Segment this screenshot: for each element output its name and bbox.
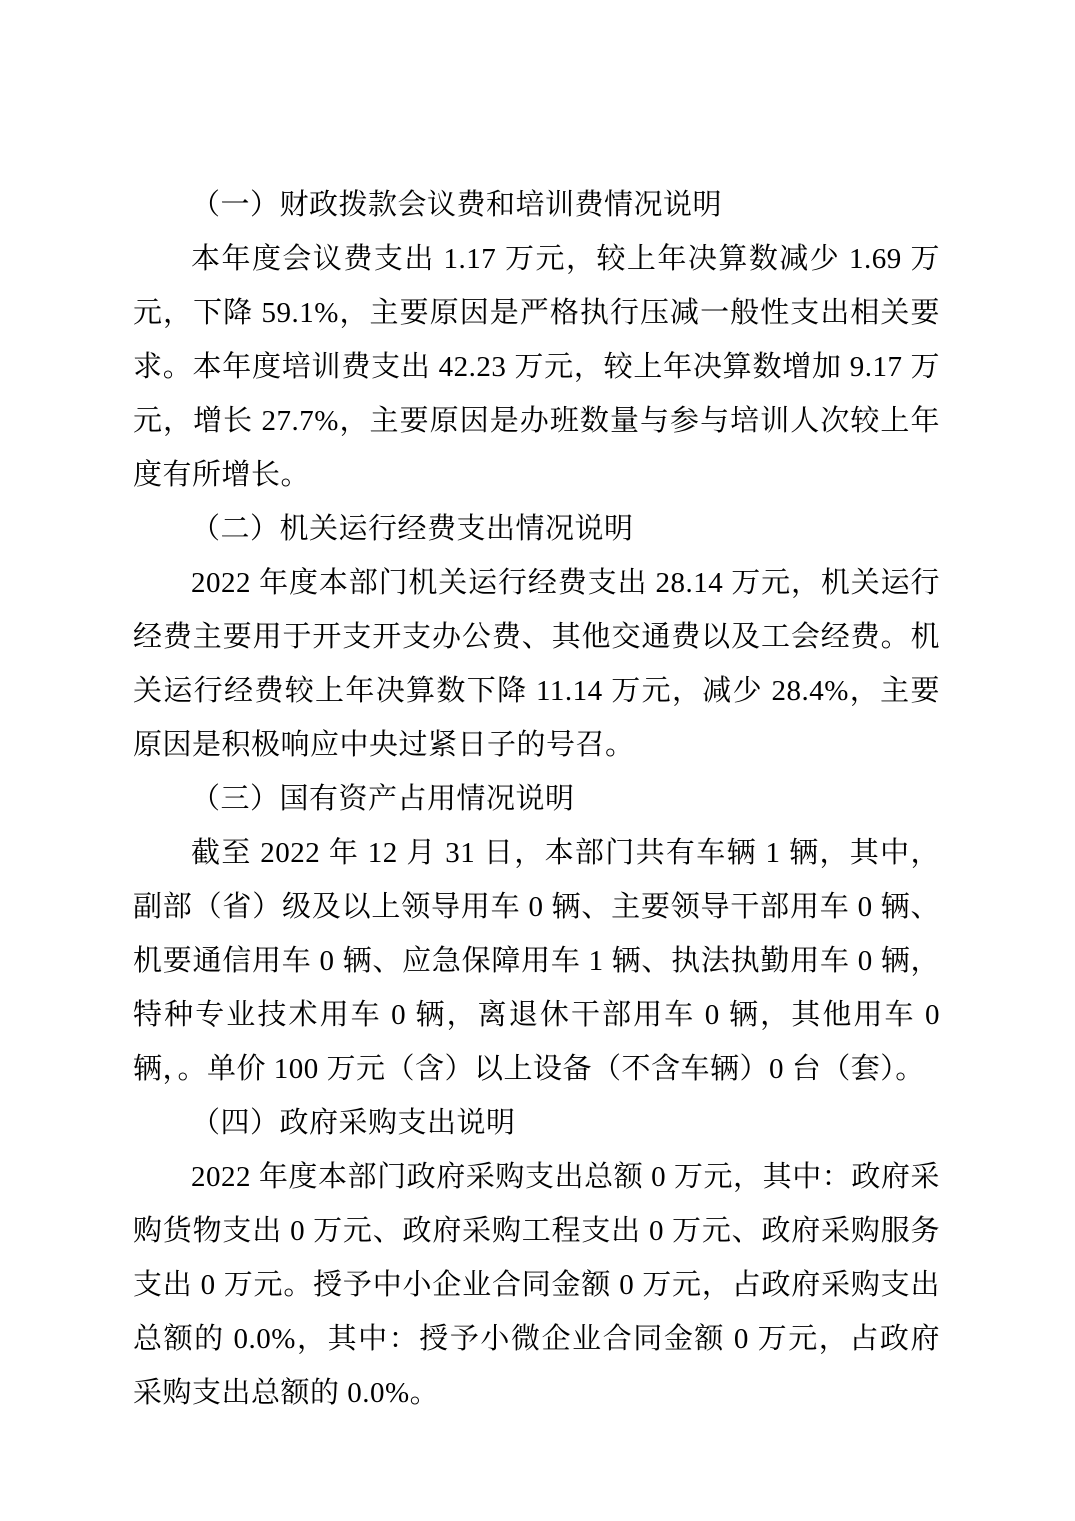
section-agency-operating-expenses [133,502,940,772]
section-paragraph-4: 2022 年度本部门政府采购支出总额 0 万元，其中：政府采购货物支出 0 万元、政府采购工程支出 0 万元、政府采购服务支出 0 万元。授予中小企业合同金额 0 万元，占政府采购支出总额的 0.0%，其中：授予小微企业合同金额 0 万元，占政府采购支出总额的 0.0%。 [133,1161,940,1409]
section-heading-2: （二）机关运行经费支出情况说明 [191,513,634,545]
section-heading-4: （四）政府采购支出说明 [191,1107,516,1139]
section-heading-1: （一）财政拨款会议费和培训费情况说明 [191,189,723,221]
section-paragraph-1: 本年度会议费支出 1.17 万元，较上年决算数减少 1.69 万元，下降 59.1%，主要原因是严格执行压减一般性支出相关要求。本年度培训费支出 42.23 万元，较上年决算数增加 9.17 万元，增长 27.7%，主要原因是办班数量与参与培训人次较上年度有所增长。 [133,243,940,491]
section-state-owned-assets [133,772,940,1096]
section-fiscal-meeting-training-fees [133,178,940,502]
section-paragraph-3: 截至 2022 年 12 月 31 日，本部门共有车辆 1 辆，其中，副部（省）级及以上领导用车 0 辆、主要领导干部用车 0 辆、机要通信用车 0 辆、应急保障用车 1 辆、执法执勤用车 0 辆，特种专业技术用车 0 辆，离退休干部用车 0 辆，其他用车 0 辆，。单价 100 万元（含）以上设备（不含车辆）0 台（套）。 [133,837,940,1085]
section-government-procurement [133,1096,940,1420]
section-paragraph-2: 2022 年度本部门机关运行经费支出 28.14 万元，机关运行经费主要用于开支开支办公费、其他交通费以及工会经费。机关运行经费较上年决算数下降 11.14 万元，减少 28.4%，主要原因是积极响应中央过紧日子的号召。 [133,567,940,761]
section-heading-3: （三）国有资产占用情况说明 [191,783,575,815]
